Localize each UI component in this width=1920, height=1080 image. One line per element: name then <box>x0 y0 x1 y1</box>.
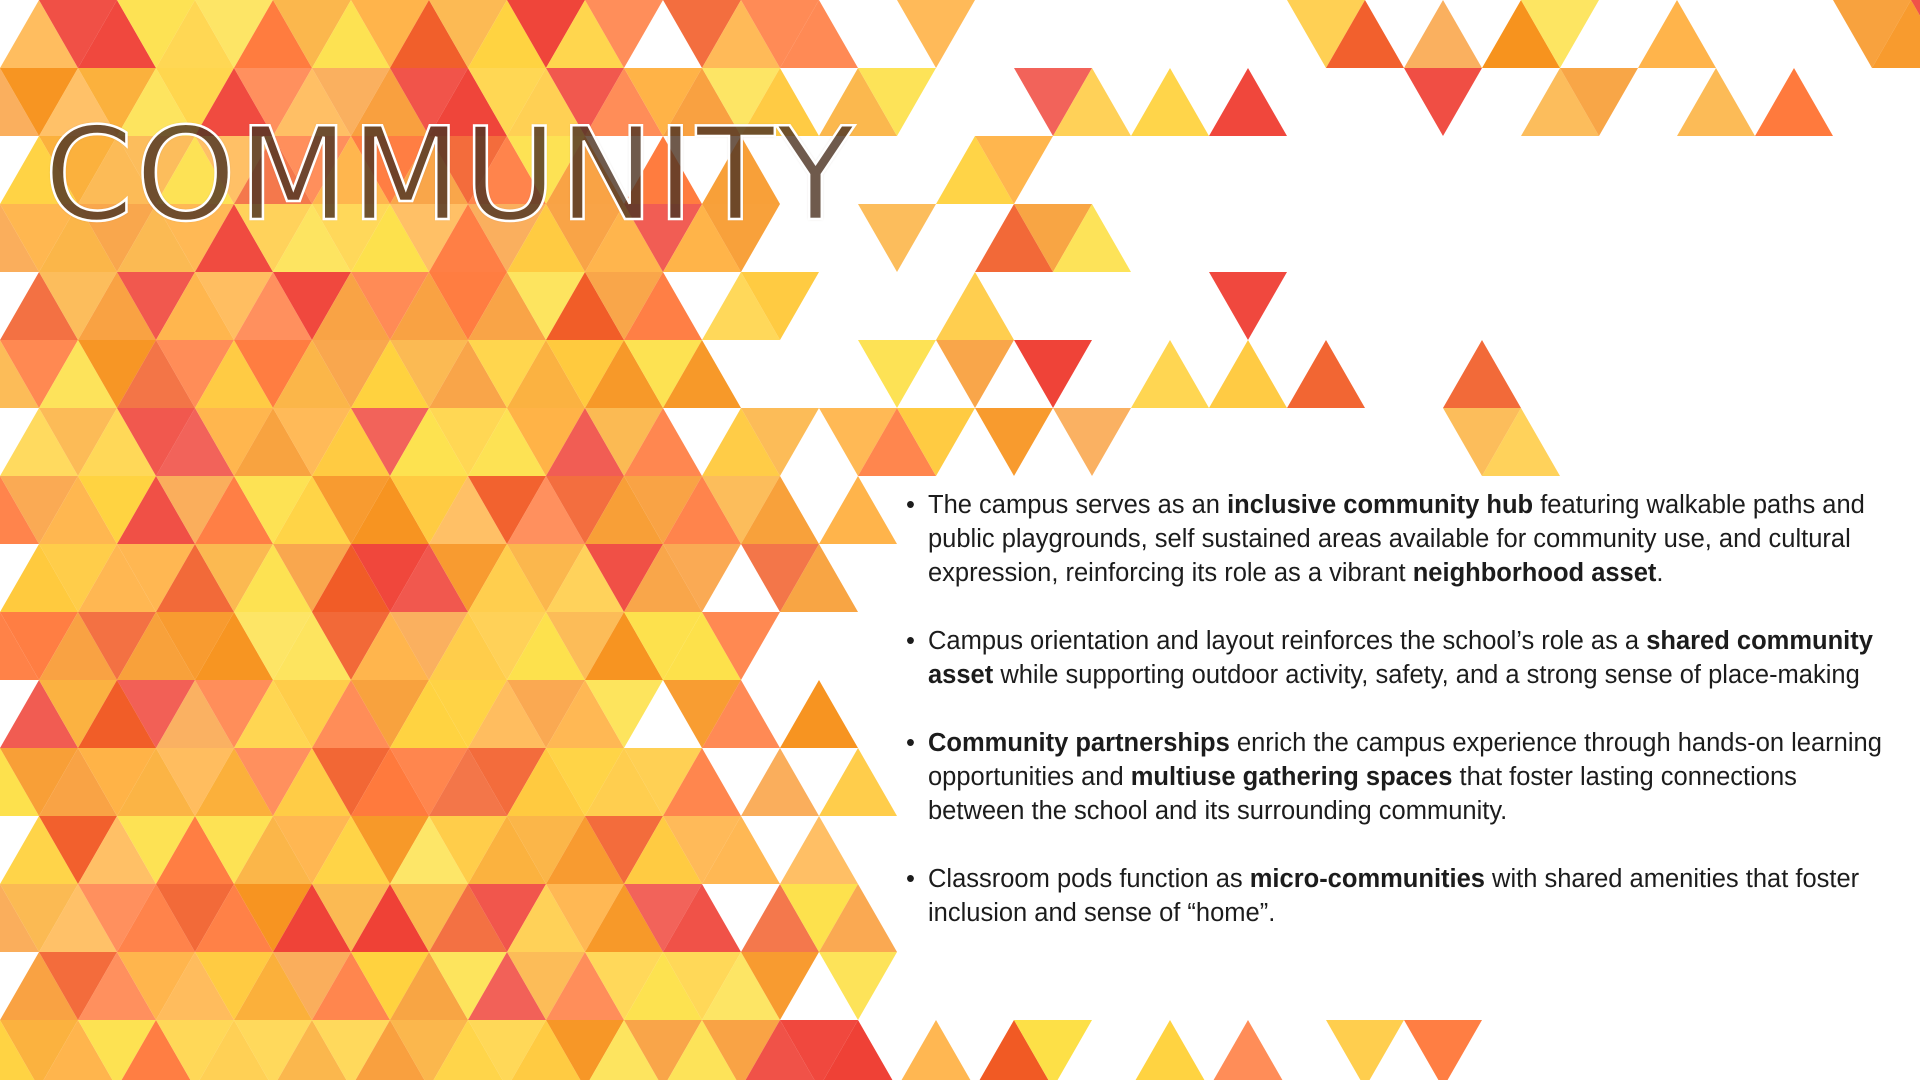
bullet-emphasis-text: micro-communities <box>1249 865 1485 893</box>
mosaic-triangle <box>780 816 858 884</box>
mosaic-triangle <box>975 408 1053 476</box>
mosaic-triangle <box>819 748 897 816</box>
mosaic-triangle <box>1209 272 1287 340</box>
bullet-text: The campus serves as an <box>928 491 1228 519</box>
bullet-marker: • <box>906 627 915 655</box>
mosaic-triangle <box>1131 1020 1209 1080</box>
bullet-text: Campus orientation and layout reinforces the school’s role as a <box>928 627 1647 655</box>
bullet-item <box>906 488 1896 590</box>
bullet-marker: • <box>906 865 915 893</box>
bullet-emphasis-text: Community partnerships <box>928 729 1230 757</box>
mosaic-triangle <box>1014 340 1092 408</box>
mosaic-triangle <box>819 952 897 1020</box>
mosaic-triangle <box>1755 68 1833 136</box>
slide-title: COMMUNITY <box>44 101 857 250</box>
mosaic-triangle <box>1443 340 1521 408</box>
mosaic-triangle <box>1209 1020 1287 1080</box>
bullet-text: . <box>1656 559 1664 587</box>
mosaic-triangle <box>1404 1020 1482 1080</box>
bullet-emphasis-text: shared community asset <box>928 627 1873 689</box>
bullet-emphasis-text: neighborhood asset <box>1412 559 1657 587</box>
mosaic-triangle <box>858 204 936 272</box>
mosaic-triangle <box>1404 0 1482 68</box>
bullet-emphasis-text: multiuse gathering spaces <box>1130 763 1453 791</box>
bullet-text: enrich the campus experience through hands-on learning opportunities and <box>928 729 1882 791</box>
bullet-item <box>906 862 1896 930</box>
bullet-text: featuring walkable paths and public playgrounds, self sustained areas available for community use, and cultural expression, reinforcing its role as a vibrant <box>928 491 1865 587</box>
bullet-text: that foster lasting connections between the school and its surrounding community. <box>928 763 1797 825</box>
mosaic-triangle <box>1131 68 1209 136</box>
bullet-item <box>906 726 1896 828</box>
mosaic-triangle <box>780 680 858 748</box>
mosaic-triangle <box>1209 68 1287 136</box>
bullet-marker: • <box>906 729 915 757</box>
bullet-text: with shared amenities that foster inclusion and sense of “home”. <box>928 865 1860 927</box>
mosaic-triangle <box>1677 68 1755 136</box>
mosaic-triangle <box>1131 340 1209 408</box>
bullet-emphasis-text: inclusive community hub <box>1227 491 1534 519</box>
bullet-list <box>906 488 1896 930</box>
mosaic-triangle <box>858 340 936 408</box>
mosaic-triangle <box>897 0 975 68</box>
mosaic-triangle <box>819 476 897 544</box>
mosaic-triangle <box>1287 340 1365 408</box>
mosaic-triangle <box>1326 1020 1404 1080</box>
bullet-item <box>906 624 1896 692</box>
bullet-marker: • <box>906 491 915 519</box>
mosaic-triangle <box>936 272 1014 340</box>
mosaic-triangle <box>1053 408 1131 476</box>
mosaic-triangle <box>1638 0 1716 68</box>
mosaic-triangle <box>741 748 819 816</box>
mosaic-triangle <box>1404 68 1482 136</box>
bullet-text: Classroom pods function as <box>928 865 1250 893</box>
mosaic-triangle <box>897 1020 975 1080</box>
bullet-text: while supporting outdoor activity, safety, and a strong sense of place-making <box>993 661 1860 689</box>
mosaic-triangle <box>936 340 1014 408</box>
mosaic-triangle <box>1209 340 1287 408</box>
